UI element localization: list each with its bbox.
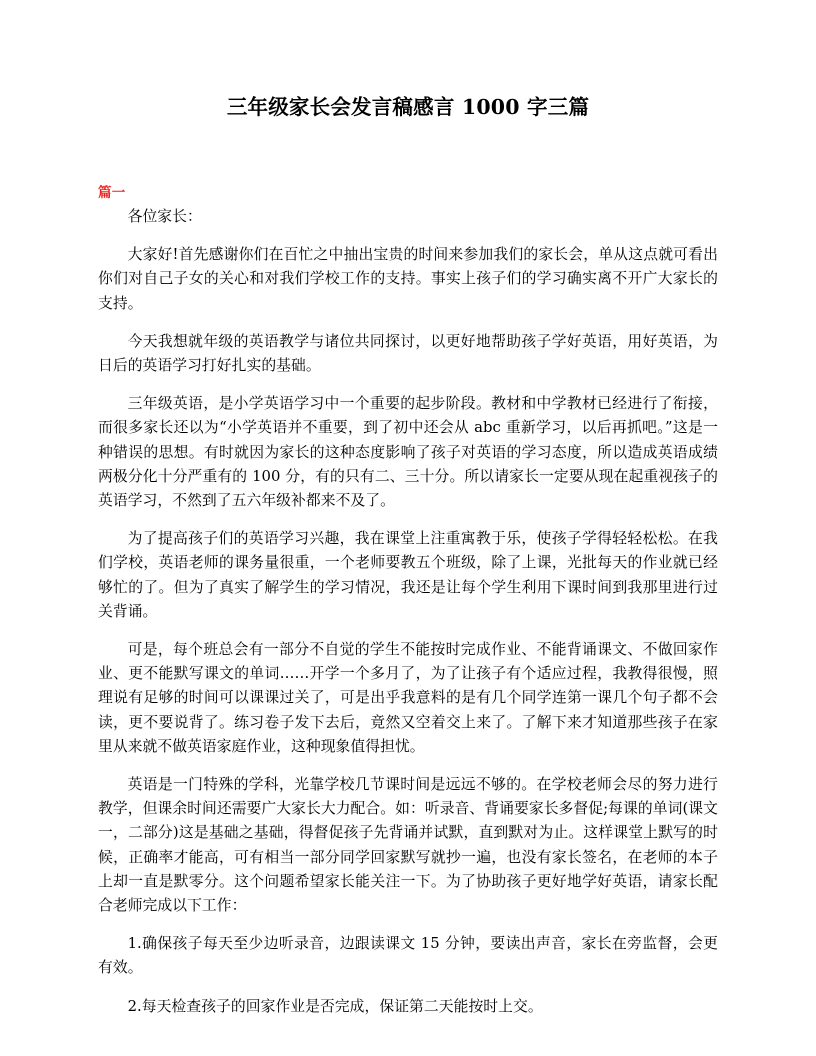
paragraph-greeting-thanks: 大家好!首先感谢你们在百忙之中抽出宝贵的时间来参加我们的家长会，单从这点就可看出你们对自己子女的关心和对我们学校工作的支持。事实上孩子们的学习确实离不开广大家长的支持。 [98, 246, 718, 312]
paragraph-grade-three-english: 三年级英语，是小学英语学习中一个重要的起步阶段。教材和中学教材已经进行了衔接，而很多家长还以为“小学英语并不重要，到了初中还会从 abc 重新学习，以后再抓吧。”这是一种错误的思想。有时就因为家长的这种态度影响了孩子对英语的学习态度，所以造成英语成绩两极分化十分严重有的 100 分，有的只有二、三十分。所以请家长一定要从现在起重视孩子的英语学习，不然到了五六年级补都来不及了。 [98, 395, 718, 510]
paragraph-parent-cooperation: 英语是一门特殊的学科，光靠学校几节课时间是远远不够的。在学校老师会尽的努力进行教学，但课余时间还需要广大家长大力配合。如：听录音、背诵要家长多督促;每课的单词(课文一，二部分)这是基础之基础，得督促孩子先背诵并试默，直到默对为止。这样课堂上默写的时候，正确率才能高，可有相当一部分同学回家默写就抄一遍，也没有家长签名，在老师的本子上却一直是默零分。这个问题希望家长能关注一下。为了协助孩子更好地学好英语，请家长配合老师完成以下工作： [98, 776, 718, 915]
section-tag-pian-yi: 篇一 [98, 185, 126, 201]
paragraph-teaching-interest: 为了提高孩子们的英语学习兴趣，我在课堂上注重寓教于乐，使孩子学得轻轻松松。在我们学校，英语老师的课务量很重，一个老师要教五个班级，除了上课，光批每天的作业就已经够忙的了。但为了真实了解学生的学习情况，我还是让每个学生利用下课时间到我那里进行过关背诵。 [98, 530, 718, 620]
paragraph-discussion-intent: 今天我想就年级的英语教学与诸位共同探讨，以更好地帮助孩子学好英语，用好英语，为日后的英语学习打好扎实的基础。 [98, 332, 718, 375]
paragraph-homework-concerns: 可是，每个班总会有一部分不自觉的学生不能按时完成作业、不能背诵课文、不做回家作业、更不能默写课文的单词……开学一个多月了，为了让孩子有个适应过程，我教得很慢，照理说有足够的时间可以课课过关了，可是出乎我意料的是有几个同学连第一课几个句子都不会读，更不要说背了。练习卷子发下去后，竟然又空着交上来了。了解下来才知道那些孩子在家里从来就不做英语家庭作业，这种现象值得担忧。 [98, 641, 718, 755]
paragraph-task-item-2: 2.每天检查孩子的回家作业是否完成，保证第二天能按时上交。 [127, 997, 543, 1015]
paragraph-salutation: 各位家长： [127, 208, 202, 225]
paragraph-task-item-1: 1.确保孩子每天至少边听录音，边跟读课文 15 分钟，要读出声音，家长在旁监督，会更有效。 [98, 935, 718, 977]
page-title: 三年级家长会发言稿感言 1000 字三篇 [226, 95, 590, 119]
